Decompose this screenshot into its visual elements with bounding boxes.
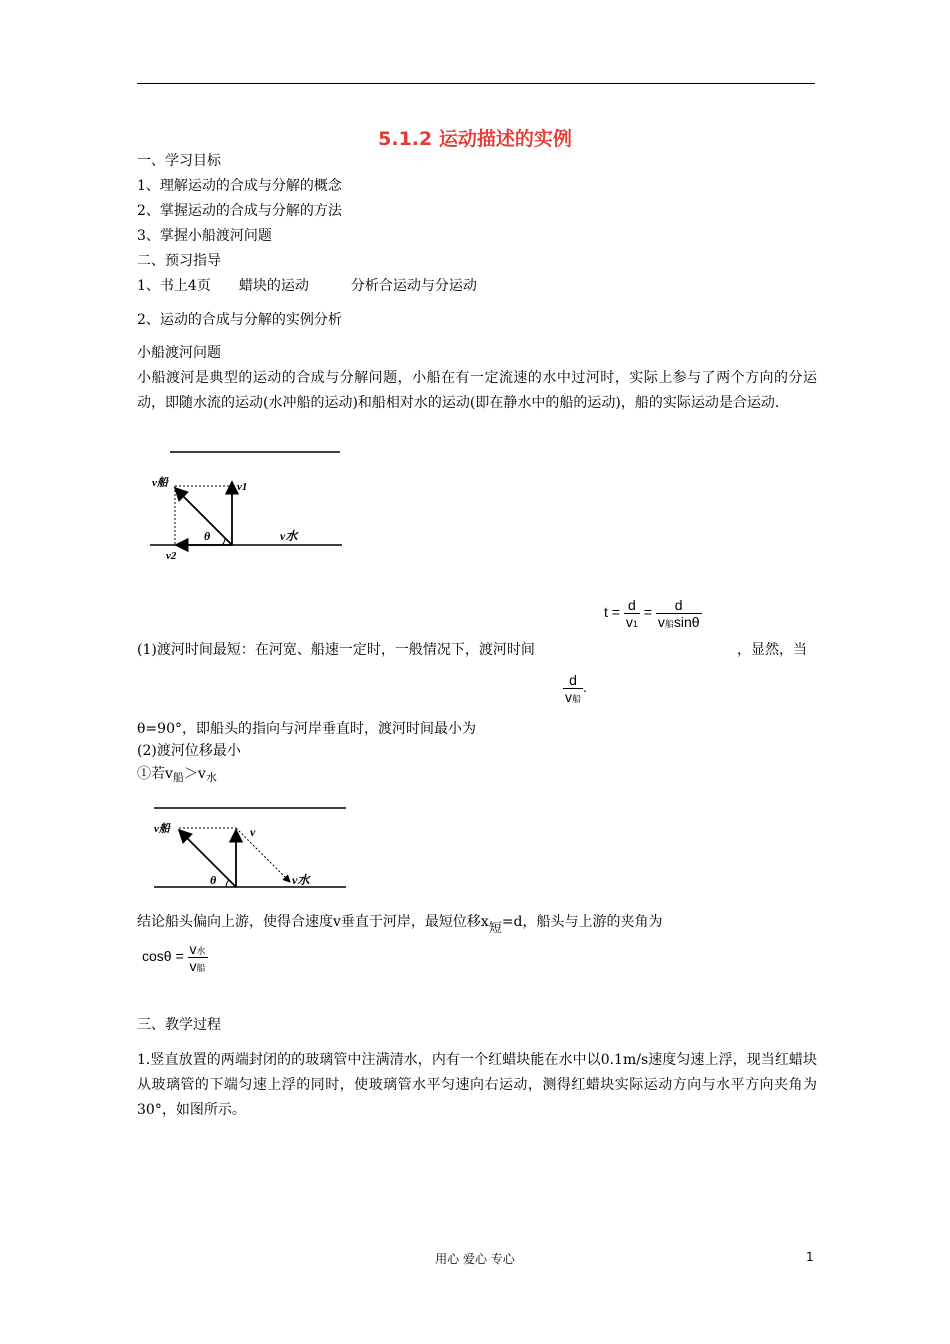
label-theta: θ bbox=[204, 529, 211, 543]
guide-2: 2、运动的合成与分解的实例分析 bbox=[137, 312, 342, 328]
section-learning-goals: 一、学习目标 bbox=[137, 153, 221, 169]
fraction3-den: v船 bbox=[189, 958, 206, 974]
boat-crossing-diagram-1 bbox=[148, 448, 348, 563]
formula-min-time bbox=[563, 672, 587, 705]
page-number: 1 bbox=[806, 1250, 814, 1264]
fraction-den-vboat: v船sinθ bbox=[657, 614, 700, 630]
page-title: 5.1.2 运动描述的实例 bbox=[378, 128, 572, 150]
fraction2-num-d: d bbox=[569, 672, 577, 688]
label-v2: v2 bbox=[166, 550, 177, 562]
case-2-heading: (2)渡河位移最小 bbox=[137, 743, 241, 759]
guide-1: 1、书上4页 蜡块的运动 分析合运动与分运动 bbox=[137, 278, 477, 294]
label-theta-2: θ bbox=[210, 873, 217, 887]
water-velocity-dashed bbox=[236, 828, 290, 882]
boat-paragraph: 小船渡河是典型的运动的合成与分解问题，小船在有一定流速的水中过河时，实际上参与了两个方向的分运动，即随水流的运动(水冲船的运动)和船相对水的运动(即在静水中的船的运动)，船的实际运动是合运动. bbox=[137, 370, 817, 411]
label-v-water-2: v水 bbox=[292, 873, 310, 887]
boat-heading: 小船渡河问题 bbox=[137, 345, 221, 361]
fraction-num-d2: d bbox=[674, 597, 683, 613]
case-1-continued: θ=90°，即船头的指向与河岸垂直时，渡河时间最小为 bbox=[137, 721, 476, 737]
footer-text: 用心 爱心 专心 bbox=[435, 1252, 515, 1266]
theta-arc-2 bbox=[226, 880, 229, 887]
fraction-d-v1 bbox=[624, 597, 640, 630]
formula3-eq: = bbox=[175, 948, 184, 965]
formula-eq-2: = bbox=[643, 604, 652, 621]
fraction-d-vboat bbox=[563, 672, 583, 705]
formula3-cos: cosθ bbox=[142, 948, 172, 965]
label-v-boat-2: v船 bbox=[154, 823, 170, 835]
formula2-dot: . bbox=[583, 679, 587, 696]
section-teaching-process: 三、教学过程 bbox=[137, 1017, 221, 1033]
fraction3-num: v水 bbox=[189, 941, 206, 957]
formula-crossing-time bbox=[604, 597, 702, 630]
label-v: v bbox=[250, 825, 256, 839]
case-2a: ①若$v_船>v_水$ bbox=[137, 766, 217, 784]
fraction2-den-vboat: v船 bbox=[565, 689, 582, 705]
fraction-num-d: d bbox=[627, 597, 636, 613]
formula-t: t bbox=[604, 604, 608, 621]
header-rule bbox=[137, 83, 815, 84]
goal-1: 1、理解运动的合成与分解的概念 bbox=[137, 178, 342, 194]
case-1-text: (1)渡河时间最短：在河宽、船速一定时，一般情况下，渡河时间 bbox=[137, 642, 535, 658]
formula-eq-1: = bbox=[611, 604, 620, 621]
section-preview-guide: 二、预习指导 bbox=[137, 253, 221, 269]
label-v-boat: v船 bbox=[152, 477, 168, 489]
case-1-tail: ，显然，当 bbox=[737, 642, 807, 658]
fraction-vwater-vboat bbox=[188, 941, 208, 974]
goal-2: 2、掌握运动的合成与分解的方法 bbox=[137, 203, 342, 219]
conclusion-text: 结论船头偏向上游，使得合速度v垂直于河岸，最短位移x短=d，船头与上游的夹角为 bbox=[137, 914, 663, 936]
label-v-water: v水 bbox=[280, 529, 298, 543]
fraction-den-v1: v1 bbox=[625, 614, 638, 630]
fraction-d-vboat-sin bbox=[656, 597, 702, 630]
question-1: 1.竖直放置的两端封闭的的玻璃管中注满清水，内有一个红蜡块能在水中以0.1m/s速度匀速上浮，现当红蜡块从玻璃管的下端匀速上浮的同时，使玻璃管水平匀速向右运动，测得红蜡块实际运动方向与水平方向夹角为30°，如图所示。 bbox=[137, 1052, 817, 1118]
theta-arc bbox=[222, 538, 225, 545]
formula-cos-theta bbox=[142, 941, 208, 974]
label-v1: v1 bbox=[237, 481, 248, 493]
boat-velocity-arrow-2 bbox=[179, 830, 236, 887]
boat-crossing-diagram-2 bbox=[150, 804, 350, 899]
goal-3: 3、掌握小船渡河问题 bbox=[137, 228, 272, 244]
